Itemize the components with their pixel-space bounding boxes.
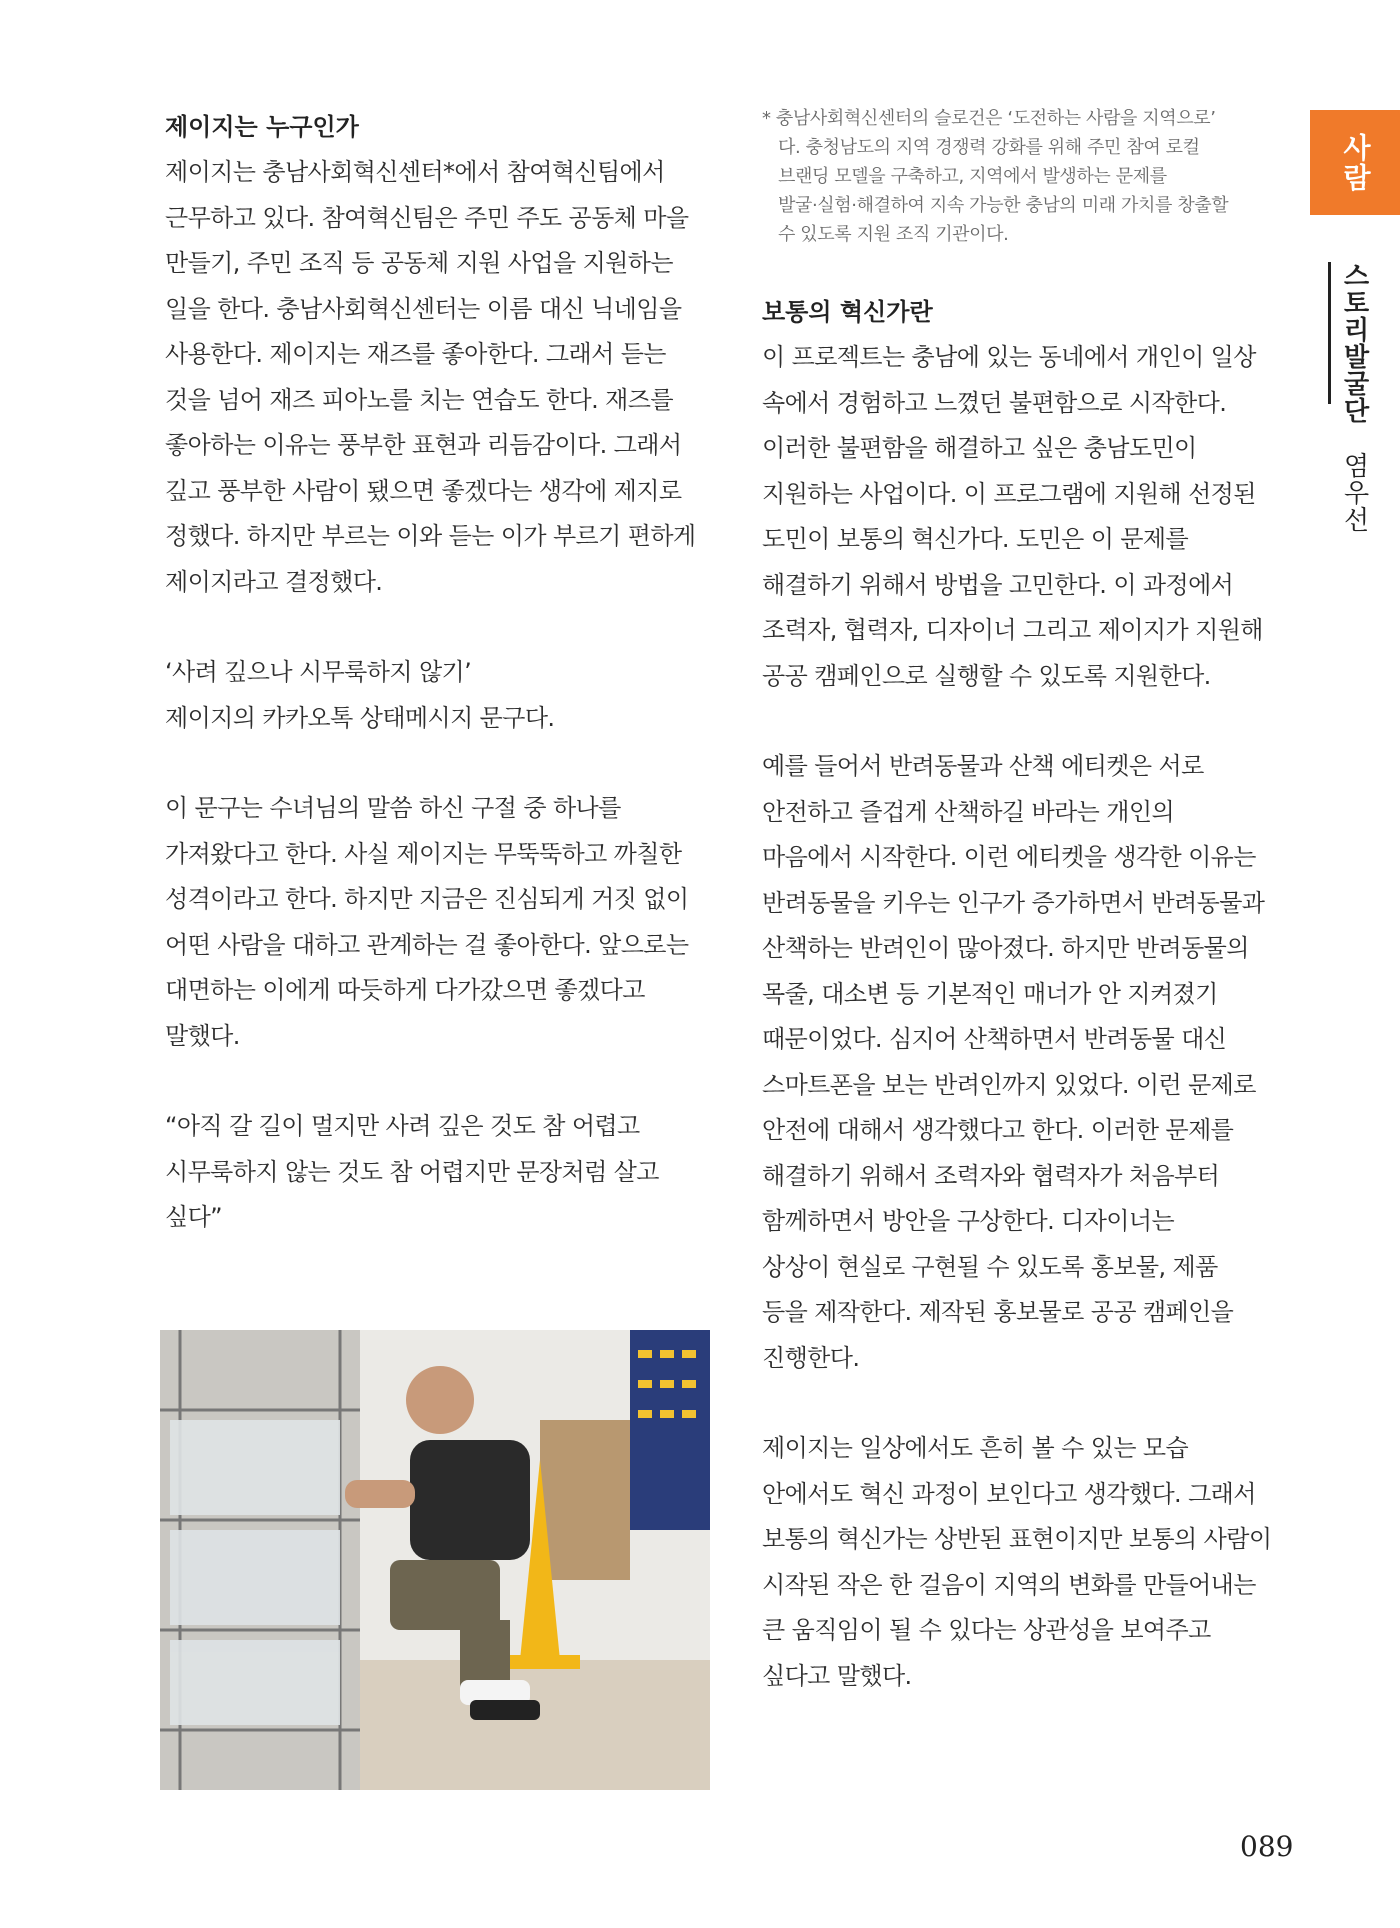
photo-storage-room — [160, 1330, 710, 1790]
section-tab — [1310, 110, 1400, 215]
right-paragraph-2: 예를 들어서 반려동물과 산책 에티켓은 서로 안전하고 즐겁게 산책하길 바라는 개인의 마음에서 시작한다. 이런 에티켓을 생각한 이유는 반려동물을 키우는 인구가 증가하면서 반려동물과 산책하는 반려인이 많아졌다. 하지만 반려동물의 목줄, 대소변 등 기본적인 매너가 안 지켜졌기 때문이었다. 심지어 산책하면서 반려동물 대신 스마트폰을 보는 반려인까지 있었다. 이런 문제로 안전에 대해서 생각했다고 한다. 이러한 문제를 해결하기 위해서 조력자와 협력자가 처음부터 함께하면서 방안을 구상한다. 디자이너는 상상이 현실로 구현될 수 있도록 홍보물, 제품 등을 제작한다. 제작된 홍보물로 공공 캠페인을 진행한다. — [762, 752, 1265, 1372]
left-paragraph-2: ‘사려 깊으나 시무룩하지 않기’ 제이지의 카카오톡 상태메시지 문구다. — [165, 658, 555, 732]
right-paragraph-1: 이 프로젝트는 충남에 있는 동네에서 개인이 일상 속에서 경험하고 느꼈던 불편함으로 시작한다. 이러한 불편함을 해결하고 싶은 충남도민이 지원하는 사업이다. 이 프로그램에 지원해 선정된 도민이 보통의 혁신가다. 도민은 이 문제를 해결하기 위해서 방법을 고민한다. 이 과정에서 조력자, 협력자, 디자이너 그리고 제이지가 지원해 공공 캠페인으로 실행할 수 있도록 지원한다. — [762, 343, 1263, 690]
section-tab-label: 사람 — [1339, 132, 1372, 193]
author-name: 염우선 — [1339, 452, 1369, 534]
section-title: 스토리발굴단 — [1339, 262, 1369, 424]
section-title-vertical — [1336, 262, 1373, 533]
left-paragraph-1: 제이지는 충남사회혁신센터*에서 참여혁신팀에서 근무하고 있다. 참여혁신팀은 주민 주도 공동체 마을 만들기, 주민 조직 등 공동체 지원 사업을 지원하는 일을 한다. 충남사회혁신센터는 이름 대신 닉네임을 사용한다. 제이지는 재즈를 좋아한다. 그래서 듣는 것을 넘어 재즈 피아노를 치는 연습도 한다. 재즈를 좋아하는 이유는 풍부한 표현과 리듬감이다. 그래서 깊고 풍부한 사람이 됐으면 좋겠다는 생각에 제지로 정했다. 하지만 부르는 이와 듣는 이가 부르기 편하게 제이지라고 결정했다. — [165, 158, 696, 596]
footnote: * 충남사회혁신센터의 슬로건은 ‘도전하는 사람을 지역으로’ 다. 충청남도의 지역 경쟁력 강화를 위해 주민 참여 로컬 브랜딩 모델을 구축하고, 지역에서 발생하는 문제를 발굴·실험·해결하여 지속 가능한 충남의 미래 가치를 창출할 수 있도록 지원 조직 기관이다. — [762, 108, 1229, 245]
left-heading: 제이지는 누구인가 — [165, 113, 359, 141]
right-column — [762, 104, 1302, 1699]
left-column — [165, 104, 725, 1241]
right-heading: 보통의 혁신가란 — [762, 298, 933, 326]
right-paragraph-3: 제이지는 일상에서도 흔히 볼 수 있는 모습 안에서도 혁신 과정이 보인다고 생각했다. 그래서 보통의 혁신가는 상반된 표현이지만 보통의 사람이 시작된 작은 한 걸음이 지역의 변화를 만들어내는 큰 움직임이 될 수 있다는 상관성을 보여주고 싶다고 말했다. — [762, 1434, 1272, 1690]
left-paragraph-3: 이 문구는 수녀님의 말씀 하신 구절 중 하나를 가져왔다고 한다. 사실 제이지는 무뚝뚝하고 까칠한 성격이라고 한다. 하지만 지금은 진심되게 거짓 없이 어떤 사람을 대하고 관계하는 걸 좋아한다. 앞으로는 대면하는 이에게 따듯하게 다가갔으면 좋겠다고 말했다. — [165, 794, 689, 1050]
left-paragraph-4: “아직 갈 길이 멀지만 사려 깊은 것도 참 어렵고 시무룩하지 않는 것도 참 어렵지만 문장처럼 살고 싶다” — [165, 1112, 659, 1231]
page-number: 089 — [1240, 1830, 1294, 1863]
section-title-rule — [1328, 262, 1331, 404]
